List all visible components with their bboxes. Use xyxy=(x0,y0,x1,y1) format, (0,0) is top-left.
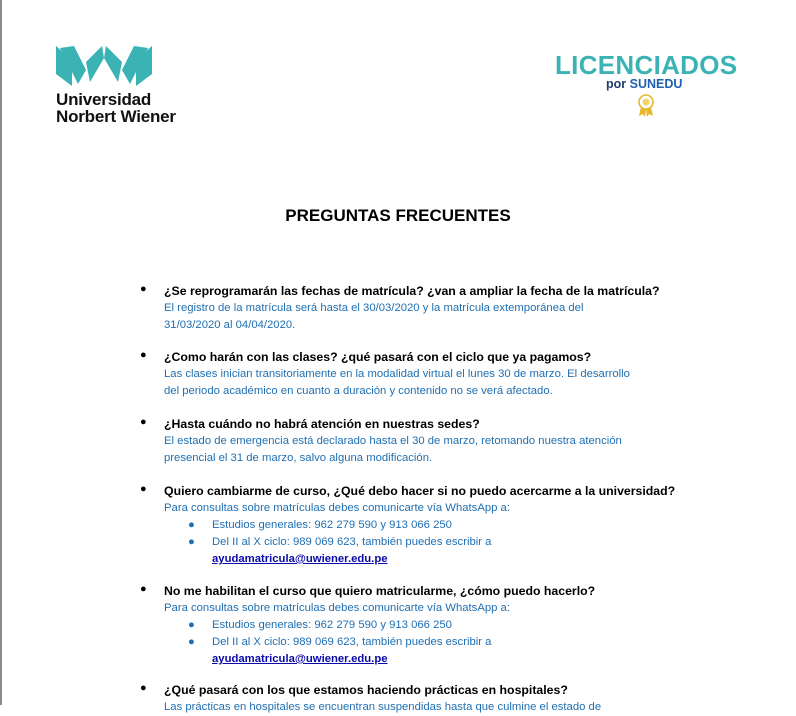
whatsapp-contact-item xyxy=(164,534,684,568)
licensed-by-org: SUNEDU xyxy=(629,77,683,91)
faq-answer-line: 31/03/2020 al 04/04/2020. xyxy=(164,319,296,331)
whatsapp-contact-item xyxy=(164,517,684,534)
licensed-word: LICENCIADOS xyxy=(555,50,738,80)
faq-item xyxy=(140,416,684,467)
university-name-line2: Norbert Wiener xyxy=(56,107,176,126)
university-name-line1: Universidad xyxy=(56,90,152,109)
faq-item xyxy=(140,283,684,334)
university-emblem-icon xyxy=(56,44,152,86)
faq-answer-line: El estado de emergencia está declarado hasta el 30 de marzo, retomando nuestra atención xyxy=(164,435,622,447)
contact-text: Del II al X ciclo: 989 069 623, también puedes escribir a xyxy=(212,536,492,548)
bullet-icon: ● xyxy=(140,416,147,428)
medal-icon xyxy=(636,94,656,123)
email-link[interactable]: ayudamatricula@uwiener.edu.pe xyxy=(212,653,388,665)
email-link[interactable]: ayudamatricula@uwiener.edu.pe xyxy=(212,553,388,565)
faq-answer-line: Para consultas sobre matrículas debes comunicarte vía WhatsApp a: xyxy=(164,602,510,614)
bullet-icon: ● xyxy=(188,619,195,631)
bullet-icon: ● xyxy=(140,483,147,495)
bullet-icon: ● xyxy=(140,349,147,361)
faq-question: ¿Qué pasará con los que estamos haciendo prácticas en hospitales? xyxy=(164,683,568,697)
faq-item xyxy=(140,349,684,400)
bullet-icon: ● xyxy=(188,519,195,531)
bullet-icon: ● xyxy=(140,682,147,694)
faq-answer-line: El registro de la matrícula será hasta el 30/03/2020 y la matrícula extemporánea del xyxy=(164,302,584,314)
faq-answer-line: presencial el 31 de marzo, salvo alguna modificación. xyxy=(164,452,433,464)
page-title: PREGUNTAS FRECUENTES xyxy=(285,206,511,225)
whatsapp-contact-item xyxy=(164,634,684,668)
bullet-icon: ● xyxy=(140,283,147,295)
contact-text: Estudios generales: 962 279 590 y 913 066 250 xyxy=(212,619,452,631)
faq-question: Quiero cambiarme de curso, ¿Qué debo hacer si no puedo acercarme a la universidad? xyxy=(164,484,676,498)
whatsapp-contact-item xyxy=(164,617,684,634)
faq-item xyxy=(140,682,684,716)
licensed-by-prefix: por xyxy=(606,77,627,91)
contact-text: Estudios generales: 962 279 590 y 913 066 250 xyxy=(212,519,452,531)
faq-item xyxy=(140,483,684,568)
faq-answer-line: Las prácticas en hospitales se encuentran suspendidas hasta que culmine el estado de xyxy=(164,701,602,713)
faq-question: ¿Como harán con las clases? ¿qué pasará con el ciclo que ya pagamos? xyxy=(164,350,592,364)
faq-answer-line: del periodo académico en cuanto a duración y contenido no se verá afectado. xyxy=(164,385,553,397)
university-logo xyxy=(56,44,152,91)
bullet-icon: ● xyxy=(188,536,195,548)
contact-text: Del II al X ciclo: 989 069 623, también puedes escribir a xyxy=(212,636,492,648)
faq-question: No me habilitan el curso que quiero matricularme, ¿cómo puedo hacerlo? xyxy=(164,584,596,598)
bullet-icon: ● xyxy=(140,583,147,595)
faq-answer-line: Las clases inician transitoriamente en la modalidad virtual el lunes 30 de marzo. El desarrollo xyxy=(164,368,630,380)
faq-question: ¿Hasta cuándo no habrá atención en nuestras sedes? xyxy=(164,417,480,431)
faq-question: ¿Se reprogramarán las fechas de matrícula? ¿van a ampliar la fecha de la matrícula? xyxy=(164,284,660,298)
faq-item xyxy=(140,583,684,668)
faq-answer-line: Para consultas sobre matrículas debes comunicarte vía WhatsApp a: xyxy=(164,502,510,514)
university-name xyxy=(56,91,176,125)
bullet-icon: ● xyxy=(188,636,195,648)
licensed-by xyxy=(606,77,682,91)
page-edge xyxy=(0,0,2,705)
